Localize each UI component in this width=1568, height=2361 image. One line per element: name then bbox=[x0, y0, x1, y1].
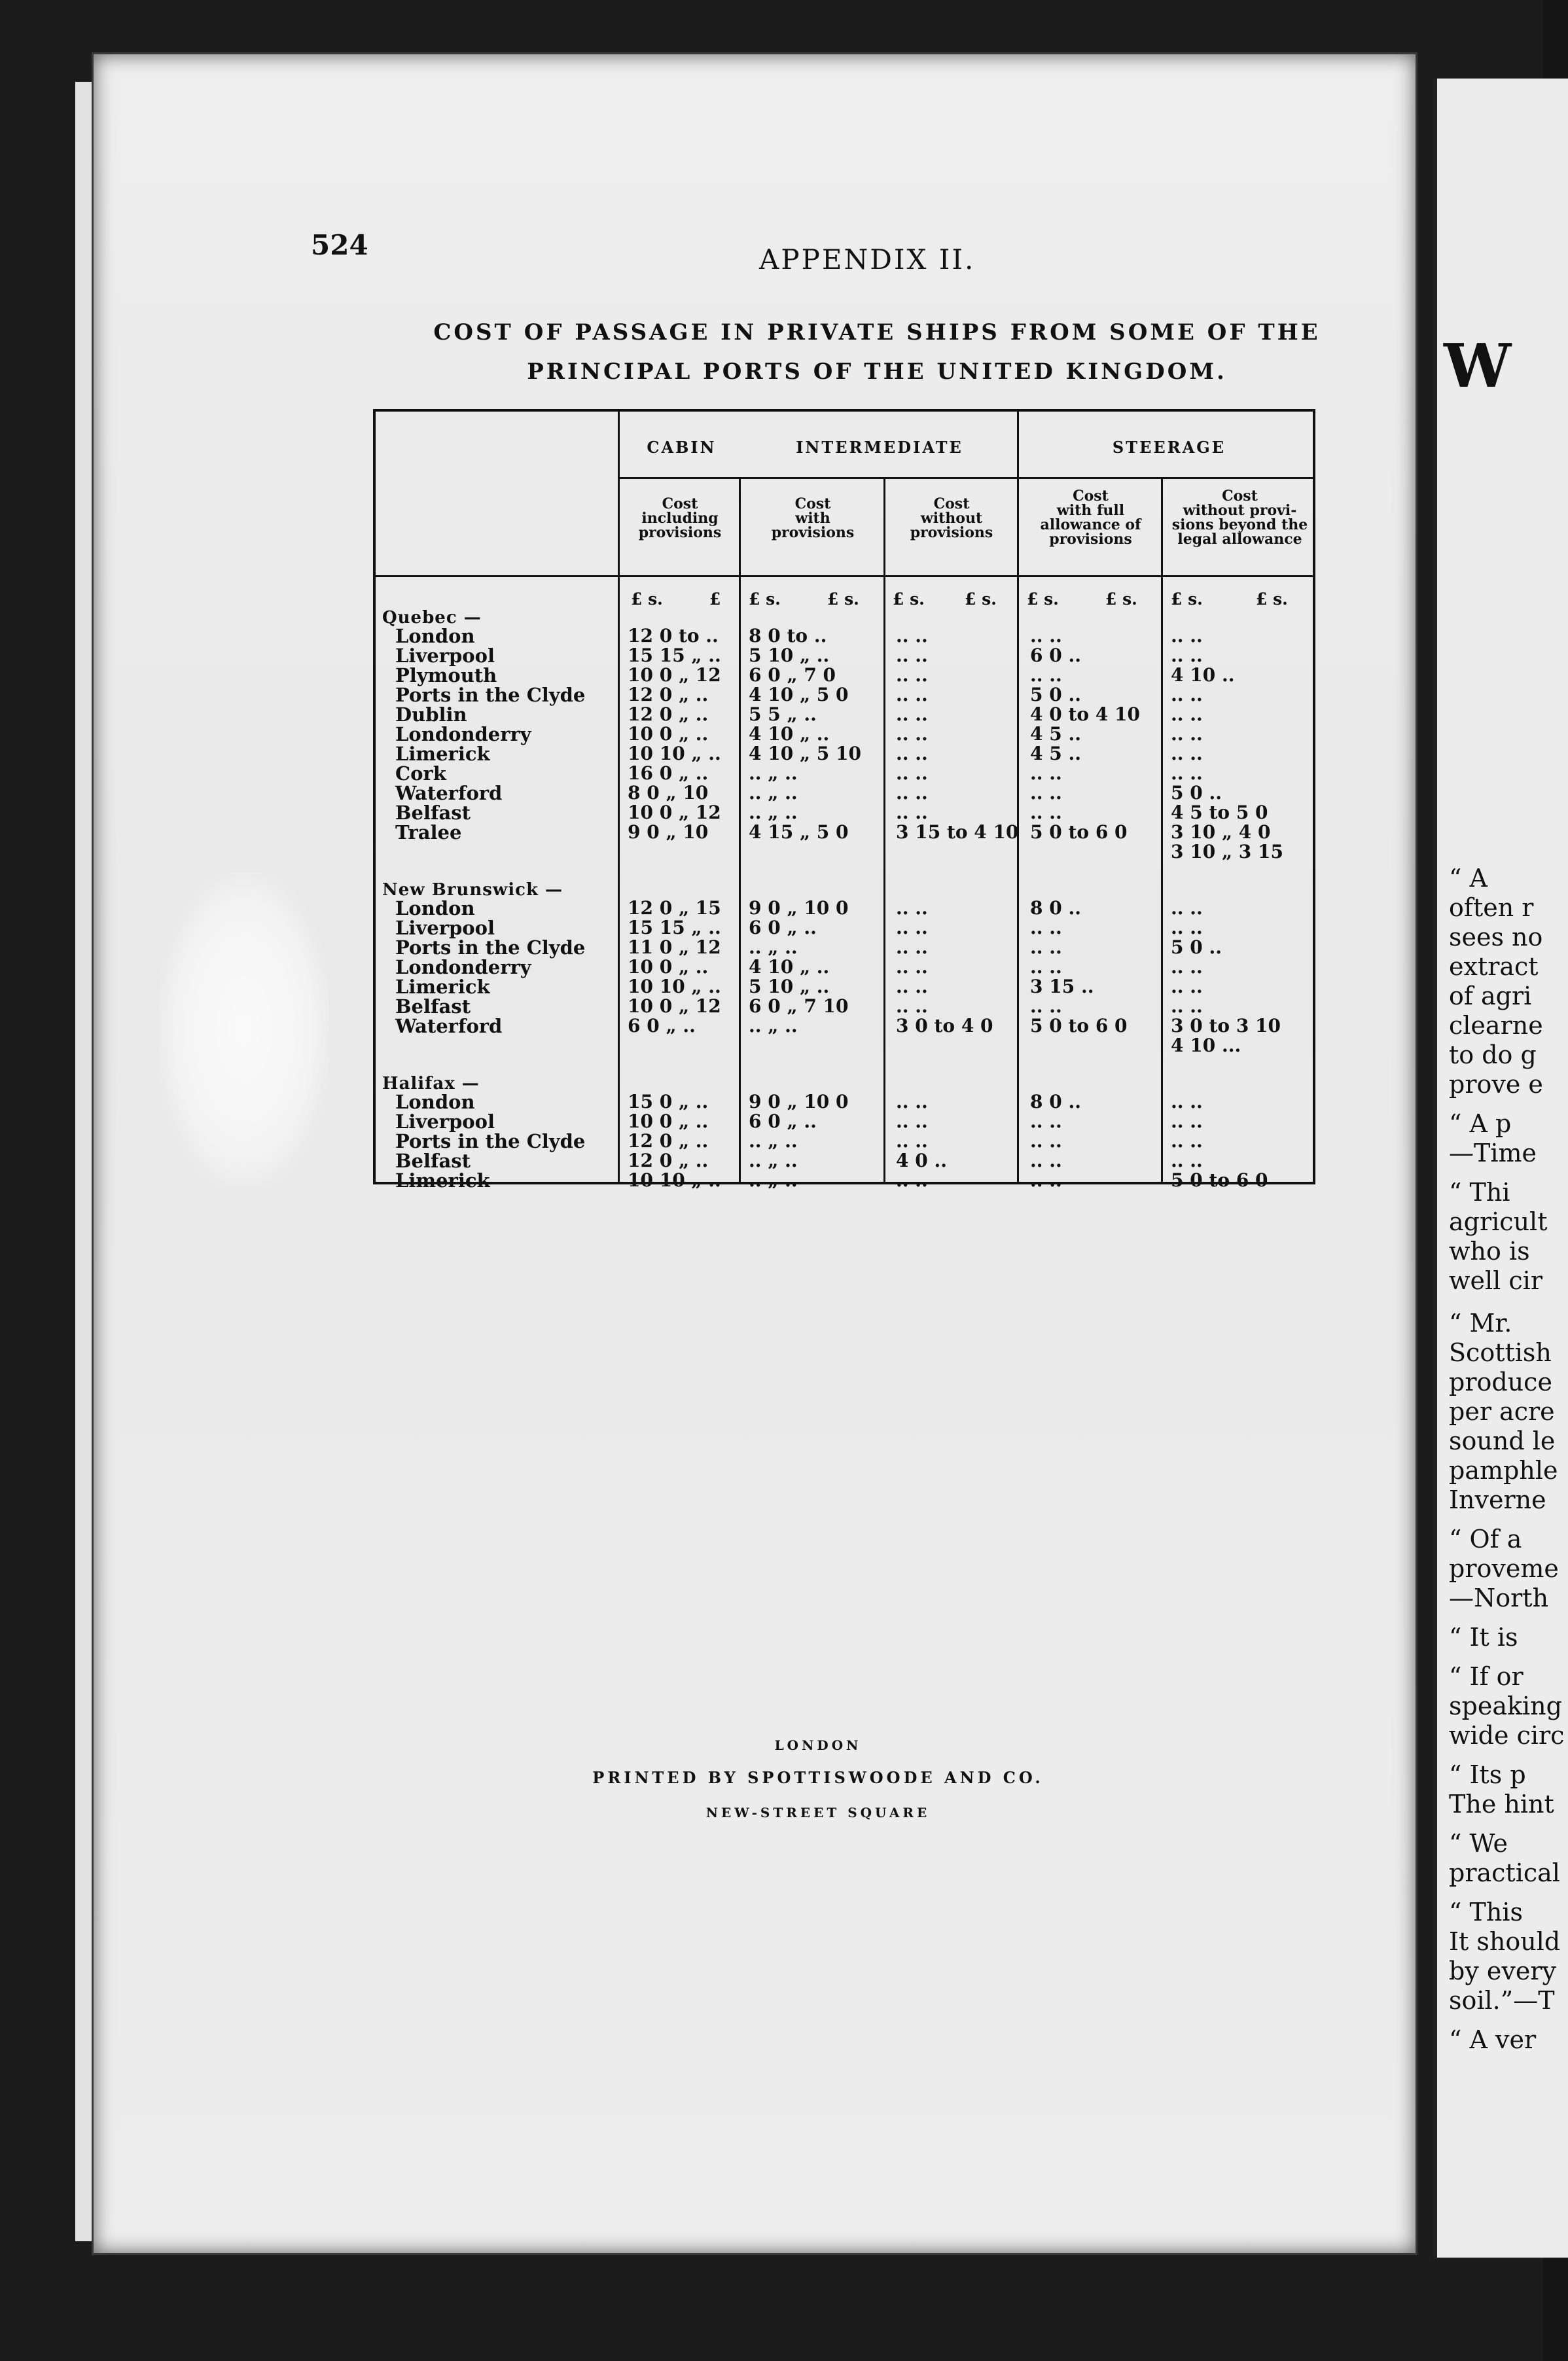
adjacent-page-line: “ This bbox=[1449, 1898, 1523, 1926]
price-cell: .. .. bbox=[1171, 723, 1203, 745]
price-cell: .. „ .. bbox=[749, 782, 798, 804]
price-cell: .. .. bbox=[1171, 897, 1203, 919]
title-line-2: PRINCIPAL PORTS OF THE UNITED KINGDOM. bbox=[527, 359, 1227, 385]
adjacent-page-heading: W bbox=[1444, 330, 1512, 401]
adjacent-page-line: soil.”—T bbox=[1449, 1986, 1555, 2015]
price-cell: 12 0 „ .. bbox=[628, 1130, 709, 1152]
price-cell: 11 0 „ 12 bbox=[628, 936, 721, 958]
port-name: London bbox=[395, 625, 475, 647]
port-name: Ports in the Clyde bbox=[395, 1130, 586, 1152]
price-cell: 3 10 „ 3 15 bbox=[1171, 841, 1283, 862]
port-name: London bbox=[395, 897, 475, 919]
price-cell: .. „ .. bbox=[749, 1169, 798, 1191]
price-cell: 10 0 „ 12 bbox=[628, 995, 721, 1017]
adjacent-page-line: proveme bbox=[1449, 1554, 1559, 1583]
adjacent-page-line: “ Its p bbox=[1449, 1760, 1526, 1789]
price-cell: .. .. bbox=[896, 743, 928, 764]
paper-stain bbox=[159, 872, 329, 1186]
price-cell: .. .. bbox=[1030, 762, 1062, 784]
price-cell: .. .. bbox=[896, 897, 928, 919]
price-cell: 5 0 .. bbox=[1171, 782, 1222, 804]
adjacent-page-line: of agri bbox=[1449, 982, 1532, 1010]
price-cell: 10 0 „ 12 bbox=[628, 664, 721, 686]
port-name: Londonderry bbox=[395, 956, 531, 978]
price-cell: .. .. bbox=[1030, 936, 1062, 958]
price-cell: 6 0 „ 7 0 bbox=[749, 664, 836, 686]
price-cell: .. .. bbox=[896, 762, 928, 784]
port-name: Limerick bbox=[395, 976, 490, 998]
header-rule bbox=[618, 477, 1313, 479]
price-cell: .. .. bbox=[896, 782, 928, 804]
price-cell: 6 0 „ 7 10 bbox=[749, 995, 849, 1017]
price-cell: 5 0 to 6 0 bbox=[1030, 1015, 1128, 1037]
price-cell: .. .. bbox=[896, 1169, 928, 1191]
price-cell: .. .. bbox=[1171, 743, 1203, 764]
price-cell: 4 5 .. bbox=[1030, 743, 1081, 764]
adjacent-page-line: —North bbox=[1449, 1584, 1549, 1612]
price-cell: .. „ .. bbox=[749, 936, 798, 958]
adjacent-page-line: sound le bbox=[1449, 1427, 1556, 1455]
adjacent-page-line: to do g bbox=[1449, 1040, 1537, 1069]
price-cell: .. .. bbox=[1171, 1091, 1203, 1112]
price-cell: .. „ .. bbox=[749, 1150, 798, 1171]
col-rule bbox=[739, 477, 741, 1182]
price-cell: .. .. bbox=[1030, 1110, 1062, 1132]
price-cell: .. .. bbox=[1171, 703, 1203, 725]
price-cell: .. .. bbox=[1171, 956, 1203, 978]
price-cell: 6 0 „ .. bbox=[628, 1015, 696, 1037]
adjacent-page-line: sees no bbox=[1449, 923, 1543, 951]
price-cell: 15 15 „ .. bbox=[628, 917, 721, 938]
unit-label: £ s. bbox=[1027, 590, 1059, 609]
port-name: Belfast bbox=[395, 802, 471, 824]
price-cell: .. .. bbox=[896, 664, 928, 686]
port-name: Plymouth bbox=[395, 664, 497, 686]
title-line-1: COST OF PASSAGE IN PRIVATE SHIPS FROM SOME OF THE bbox=[433, 319, 1321, 346]
group-header-intermediate: INTERMEDIATE bbox=[796, 438, 963, 457]
col-rule bbox=[618, 412, 620, 1182]
imprint-city: LONDON bbox=[774, 1737, 862, 1753]
price-cell: 12 0 to .. bbox=[628, 625, 719, 647]
price-cell: .. .. bbox=[1171, 976, 1203, 997]
price-cell: .. .. bbox=[1030, 664, 1062, 686]
price-cell: .. .. bbox=[1171, 625, 1203, 647]
adjacent-page-line: “ A ver bbox=[1449, 2025, 1537, 2054]
price-cell: 5 0 .. bbox=[1030, 684, 1081, 705]
price-cell: .. .. bbox=[896, 1130, 928, 1152]
section-heading: New Brunswick — bbox=[382, 880, 563, 900]
price-cell: 12 0 „ .. bbox=[628, 703, 709, 725]
price-cell: 12 0 „ .. bbox=[628, 684, 709, 705]
price-cell: 15 0 „ .. bbox=[628, 1091, 709, 1112]
price-cell: 8 0 „ 10 bbox=[628, 782, 709, 804]
price-cell: 6 0 „ .. bbox=[749, 1110, 817, 1132]
price-cell: 8 0 .. bbox=[1030, 1091, 1081, 1112]
adjacent-page-line: speaking bbox=[1449, 1692, 1562, 1720]
price-cell: 4 10 ... bbox=[1171, 1035, 1241, 1056]
col-rule bbox=[1161, 477, 1163, 1182]
unit-label: £ s. bbox=[1171, 590, 1203, 609]
unit-label: £ s. bbox=[749, 590, 781, 609]
adjacent-page-line: —Time bbox=[1449, 1139, 1537, 1167]
col-rule bbox=[1017, 412, 1019, 1182]
price-cell: .. .. bbox=[1030, 802, 1062, 823]
price-cell: .. .. bbox=[896, 976, 928, 997]
unit-label: £ bbox=[709, 590, 721, 609]
price-cell: 16 0 „ .. bbox=[628, 762, 709, 784]
port-name: Cork bbox=[395, 762, 446, 785]
price-cell: .. .. bbox=[896, 1091, 928, 1112]
price-cell: 5 0 to 6 0 bbox=[1171, 1169, 1268, 1191]
unit-label: £ s. bbox=[965, 590, 997, 609]
adjacent-page-line: It should bbox=[1449, 1927, 1561, 1956]
price-cell: 3 15 .. bbox=[1030, 976, 1094, 997]
price-cell: 10 10 „ .. bbox=[628, 743, 721, 764]
adjacent-page-line: prove e bbox=[1449, 1070, 1543, 1099]
adjacent-page-line: produce bbox=[1449, 1368, 1552, 1396]
price-cell: .. .. bbox=[1030, 782, 1062, 804]
price-cell: 6 0 .. bbox=[1030, 645, 1081, 666]
price-cell: .. „ .. bbox=[749, 762, 798, 784]
port-name: Londonderry bbox=[395, 723, 531, 745]
port-name: Liverpool bbox=[395, 645, 495, 667]
price-cell: 5 5 „ .. bbox=[749, 703, 817, 725]
price-cell: 10 0 „ 12 bbox=[628, 802, 721, 823]
subheader-steerage-without: Cost without provi- sions beyond the legal allowance bbox=[1171, 488, 1308, 548]
price-cell: .. .. bbox=[1030, 995, 1062, 1017]
unit-label: £ s. bbox=[1105, 590, 1137, 609]
price-cell: .. .. bbox=[1030, 956, 1062, 978]
port-name: Limerick bbox=[395, 743, 490, 765]
adjacent-page-line: often r bbox=[1449, 893, 1534, 922]
adjacent-page-line: “ A bbox=[1449, 864, 1488, 893]
price-cell: 10 10 „ .. bbox=[628, 1169, 721, 1191]
price-cell: .. .. bbox=[1030, 625, 1062, 647]
price-cell: 5 10 „ .. bbox=[749, 976, 830, 997]
price-cell: .. .. bbox=[896, 703, 928, 725]
imprint-printer: PRINTED BY SPOTTISWOODE AND CO. bbox=[592, 1768, 1044, 1787]
port-name: Liverpool bbox=[395, 917, 495, 939]
port-name: Waterford bbox=[395, 782, 503, 804]
adjacent-page-line: The hint bbox=[1449, 1790, 1554, 1819]
imprint-address: NEW-STREET SQUARE bbox=[705, 1805, 931, 1820]
price-cell: .. .. bbox=[896, 956, 928, 978]
price-cell: .. „ .. bbox=[749, 1015, 798, 1037]
port-name: Belfast bbox=[395, 995, 471, 1018]
adjacent-page-line: well cir bbox=[1449, 1266, 1543, 1295]
adjacent-page-fragment bbox=[1433, 79, 1568, 2258]
price-cell: .. .. bbox=[1171, 684, 1203, 705]
adjacent-page-line: wide circ bbox=[1449, 1721, 1565, 1750]
port-name: Dublin bbox=[395, 703, 467, 726]
adjacent-page-line: “ Mr. bbox=[1449, 1309, 1512, 1338]
price-cell: .. .. bbox=[896, 936, 928, 958]
adjacent-page-line: Inverne bbox=[1449, 1485, 1546, 1514]
price-cell: .. .. bbox=[1171, 1130, 1203, 1152]
adjacent-page-line: “ We bbox=[1449, 1829, 1508, 1858]
col-rule bbox=[883, 477, 885, 1182]
subheader-intermediate-with: Cost with provisions bbox=[771, 495, 855, 541]
running-head: APPENDIX II. bbox=[759, 243, 976, 275]
section-heading: Halifax — bbox=[382, 1074, 480, 1093]
price-cell: 5 0 .. bbox=[1171, 936, 1222, 958]
price-cell: 10 10 „ .. bbox=[628, 976, 721, 997]
price-cell: 4 5 .. bbox=[1030, 723, 1081, 745]
port-name: London bbox=[395, 1091, 475, 1113]
price-cell: 5 0 to 6 0 bbox=[1030, 821, 1128, 843]
price-cell: .. .. bbox=[1030, 1130, 1062, 1152]
price-cell: 5 10 „ .. bbox=[749, 645, 830, 666]
port-name: Ports in the Clyde bbox=[395, 684, 586, 706]
price-cell: 3 0 to 4 0 bbox=[896, 1015, 993, 1037]
price-cell: 3 0 to 3 10 bbox=[1171, 1015, 1281, 1037]
price-cell: .. .. bbox=[1171, 995, 1203, 1017]
port-name: Liverpool bbox=[395, 1110, 495, 1133]
adjacent-page-line: practical bbox=[1449, 1858, 1560, 1887]
adjacent-page-line: agricult bbox=[1449, 1207, 1548, 1236]
price-cell: 6 0 „ .. bbox=[749, 917, 817, 938]
price-cell: 12 0 „ 15 bbox=[628, 897, 721, 919]
port-name: Tralee bbox=[395, 821, 462, 843]
subheader-intermediate-without: Cost without provisions bbox=[910, 495, 993, 541]
price-cell: .. .. bbox=[896, 917, 928, 938]
price-cell: 4 0 to 4 10 bbox=[1030, 703, 1141, 725]
price-cell: .. .. bbox=[1171, 1110, 1203, 1132]
header-rule bbox=[376, 575, 1313, 577]
adjacent-page-line: “ Thi bbox=[1449, 1178, 1510, 1207]
price-cell: 4 10 „ 5 10 bbox=[749, 743, 861, 764]
price-cell: 4 10 „ 5 0 bbox=[749, 684, 849, 705]
price-cell: .. .. bbox=[1030, 1169, 1062, 1191]
price-cell: 8 0 .. bbox=[1030, 897, 1081, 919]
subheader-cabin: Cost including provisions bbox=[638, 495, 722, 541]
price-cell: 10 0 „ .. bbox=[628, 1110, 709, 1132]
price-cell: 9 0 „ 10 0 bbox=[749, 897, 849, 919]
price-cell: 4 0 .. bbox=[896, 1150, 947, 1171]
group-header-steerage: STEERAGE bbox=[1112, 438, 1226, 457]
table-title bbox=[366, 313, 1387, 391]
adjacent-page-line: “ A p bbox=[1449, 1109, 1512, 1138]
price-cell: .. .. bbox=[1030, 1150, 1062, 1171]
adjacent-page-line: clearne bbox=[1449, 1011, 1543, 1040]
price-cell: 4 5 to 5 0 bbox=[1171, 802, 1268, 823]
price-cell: 4 10 „ .. bbox=[749, 956, 830, 978]
price-cell: 10 0 „ .. bbox=[628, 956, 709, 978]
adjacent-page-line: per acre bbox=[1449, 1397, 1555, 1426]
price-cell: .. .. bbox=[1171, 917, 1203, 938]
adjacent-page-line: by every bbox=[1449, 1957, 1556, 1985]
unit-label: £ s. bbox=[827, 590, 859, 609]
page-number: 524 bbox=[311, 229, 368, 261]
passage-cost-table bbox=[373, 409, 1315, 1192]
price-cell: .. .. bbox=[896, 995, 928, 1017]
price-cell: .. „ .. bbox=[749, 802, 798, 823]
price-cell: .. .. bbox=[896, 802, 928, 823]
price-cell: 4 10 „ .. bbox=[749, 723, 830, 745]
adjacent-page-line: pamphle bbox=[1449, 1456, 1558, 1485]
price-cell: .. .. bbox=[896, 625, 928, 647]
price-cell: .. .. bbox=[1030, 917, 1062, 938]
group-header-cabin: CABIN bbox=[647, 438, 717, 457]
adjacent-page-line: who is bbox=[1449, 1237, 1530, 1266]
price-cell: 8 0 to .. bbox=[749, 625, 827, 647]
price-cell: 15 15 „ .. bbox=[628, 645, 721, 666]
adjacent-page-line: “ Of a bbox=[1449, 1525, 1522, 1553]
price-cell: 4 15 „ 5 0 bbox=[749, 821, 849, 843]
section-heading: Quebec — bbox=[382, 608, 482, 628]
price-cell: .. .. bbox=[896, 684, 928, 705]
price-cell: 4 10 .. bbox=[1171, 664, 1235, 686]
price-cell: .. .. bbox=[896, 645, 928, 666]
subheader-steerage-full: Cost with full allowance of provisions bbox=[1040, 488, 1141, 548]
unit-label: £ s. bbox=[893, 590, 925, 609]
price-cell: .. .. bbox=[1171, 762, 1203, 784]
price-cell: .. .. bbox=[896, 723, 928, 745]
price-cell: 3 10 „ 4 0 bbox=[1171, 821, 1271, 843]
port-name: Limerick bbox=[395, 1169, 490, 1192]
unit-label: £ s. bbox=[1256, 590, 1288, 609]
price-cell: .. „ .. bbox=[749, 1130, 798, 1152]
price-cell: 12 0 „ .. bbox=[628, 1150, 709, 1171]
adjacent-page-line: “ It is bbox=[1449, 1623, 1518, 1652]
port-name: Belfast bbox=[395, 1150, 471, 1172]
price-cell: 9 0 „ 10 0 bbox=[749, 1091, 849, 1112]
adjacent-page-line: extract bbox=[1449, 952, 1539, 981]
price-cell: 3 15 to 4 10 bbox=[896, 821, 1019, 843]
adjacent-page-line: “ If or bbox=[1449, 1662, 1523, 1691]
port-name: Waterford bbox=[395, 1015, 503, 1037]
price-cell: 9 0 „ 10 bbox=[628, 821, 709, 843]
unit-label: £ s. bbox=[631, 590, 663, 609]
price-cell: .. .. bbox=[1171, 1150, 1203, 1171]
price-cell: 10 0 „ .. bbox=[628, 723, 709, 745]
adjacent-page-line: Scottish bbox=[1449, 1338, 1552, 1367]
price-cell: .. .. bbox=[1171, 645, 1203, 666]
port-name: Ports in the Clyde bbox=[395, 936, 586, 959]
price-cell: .. .. bbox=[896, 1110, 928, 1132]
